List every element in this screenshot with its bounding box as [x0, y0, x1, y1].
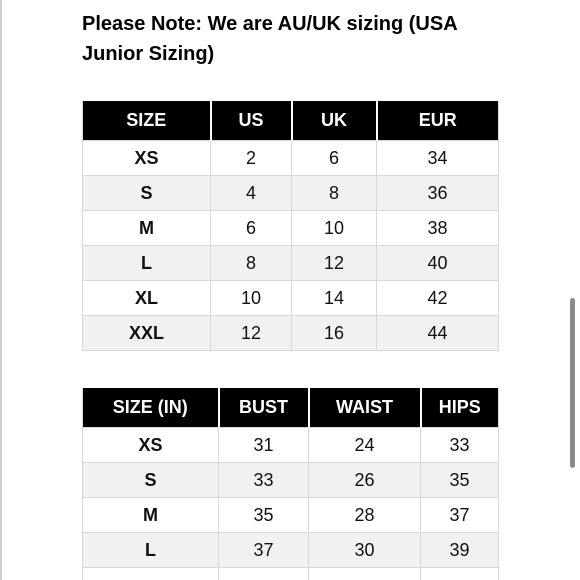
bust-cell	[219, 568, 309, 580]
table-row	[83, 533, 499, 568]
uk-cell: 10	[292, 211, 377, 246]
uk-cell: 6	[292, 141, 377, 176]
sizing-note: Please Note: We are AU/UK sizing (USA Junior Sizing)	[82, 13, 457, 65]
size-cell: M	[83, 498, 219, 533]
uk-cell: 14	[292, 281, 377, 316]
us-cell: 2	[211, 141, 292, 176]
size-conversion-table	[82, 101, 499, 351]
us-cell: 6	[211, 211, 292, 246]
table-row	[83, 463, 499, 498]
table-row	[83, 246, 499, 281]
column-header-size: SIZE	[83, 101, 211, 141]
eur-cell: 34	[377, 141, 499, 176]
size-cell	[83, 568, 219, 580]
hips-cell: 35	[421, 463, 499, 498]
waist-cell: 30	[309, 533, 421, 568]
measurement-header-row	[83, 388, 499, 428]
table-row	[83, 498, 499, 533]
left-border-divider	[0, 0, 2, 580]
table-row	[83, 211, 499, 246]
waist-cell: 24	[309, 428, 421, 463]
eur-cell: 42	[377, 281, 499, 316]
eur-cell: 36	[377, 176, 499, 211]
size-cell: XXL	[83, 316, 211, 351]
hips-cell: 39	[421, 533, 499, 568]
size-cell: XS	[83, 428, 219, 463]
body-measurement-table	[82, 388, 499, 580]
table-row	[83, 428, 499, 463]
bust-cell: 35	[219, 498, 309, 533]
size-cell: L	[83, 246, 211, 281]
table-row	[83, 141, 499, 176]
size-cell: M	[83, 211, 211, 246]
column-header-us: US	[211, 101, 292, 141]
vertical-scrollbar[interactable]	[570, 298, 575, 468]
bust-cell: 31	[219, 428, 309, 463]
column-header-uk: UK	[292, 101, 377, 141]
table-row	[83, 568, 499, 580]
size-cell: S	[83, 463, 219, 498]
bust-cell: 37	[219, 533, 309, 568]
eur-cell: 40	[377, 246, 499, 281]
uk-cell: 8	[292, 176, 377, 211]
table-row	[83, 176, 499, 211]
us-cell: 8	[211, 246, 292, 281]
table-row	[83, 281, 499, 316]
column-header-bust: BUST	[219, 388, 309, 428]
us-cell: 10	[211, 281, 292, 316]
column-header-size-in: SIZE (IN)	[83, 388, 219, 428]
waist-cell: 26	[309, 463, 421, 498]
column-header-hips: HIPS	[421, 388, 499, 428]
size-cell: L	[83, 533, 219, 568]
bust-cell: 33	[219, 463, 309, 498]
column-header-eur: EUR	[377, 101, 499, 141]
uk-cell: 12	[292, 246, 377, 281]
uk-cell: 16	[292, 316, 377, 351]
table-row	[83, 316, 499, 351]
eur-cell: 38	[377, 211, 499, 246]
size-cell: XS	[83, 141, 211, 176]
conversion-header-row	[83, 101, 499, 141]
size-cell: S	[83, 176, 211, 211]
column-header-waist: WAIST	[309, 388, 421, 428]
us-cell: 12	[211, 316, 292, 351]
hips-cell	[421, 568, 499, 580]
us-cell: 4	[211, 176, 292, 211]
eur-cell: 44	[377, 316, 499, 351]
hips-cell: 33	[421, 428, 499, 463]
hips-cell: 37	[421, 498, 499, 533]
size-cell: XL	[83, 281, 211, 316]
waist-cell	[309, 568, 421, 580]
waist-cell: 28	[309, 498, 421, 533]
